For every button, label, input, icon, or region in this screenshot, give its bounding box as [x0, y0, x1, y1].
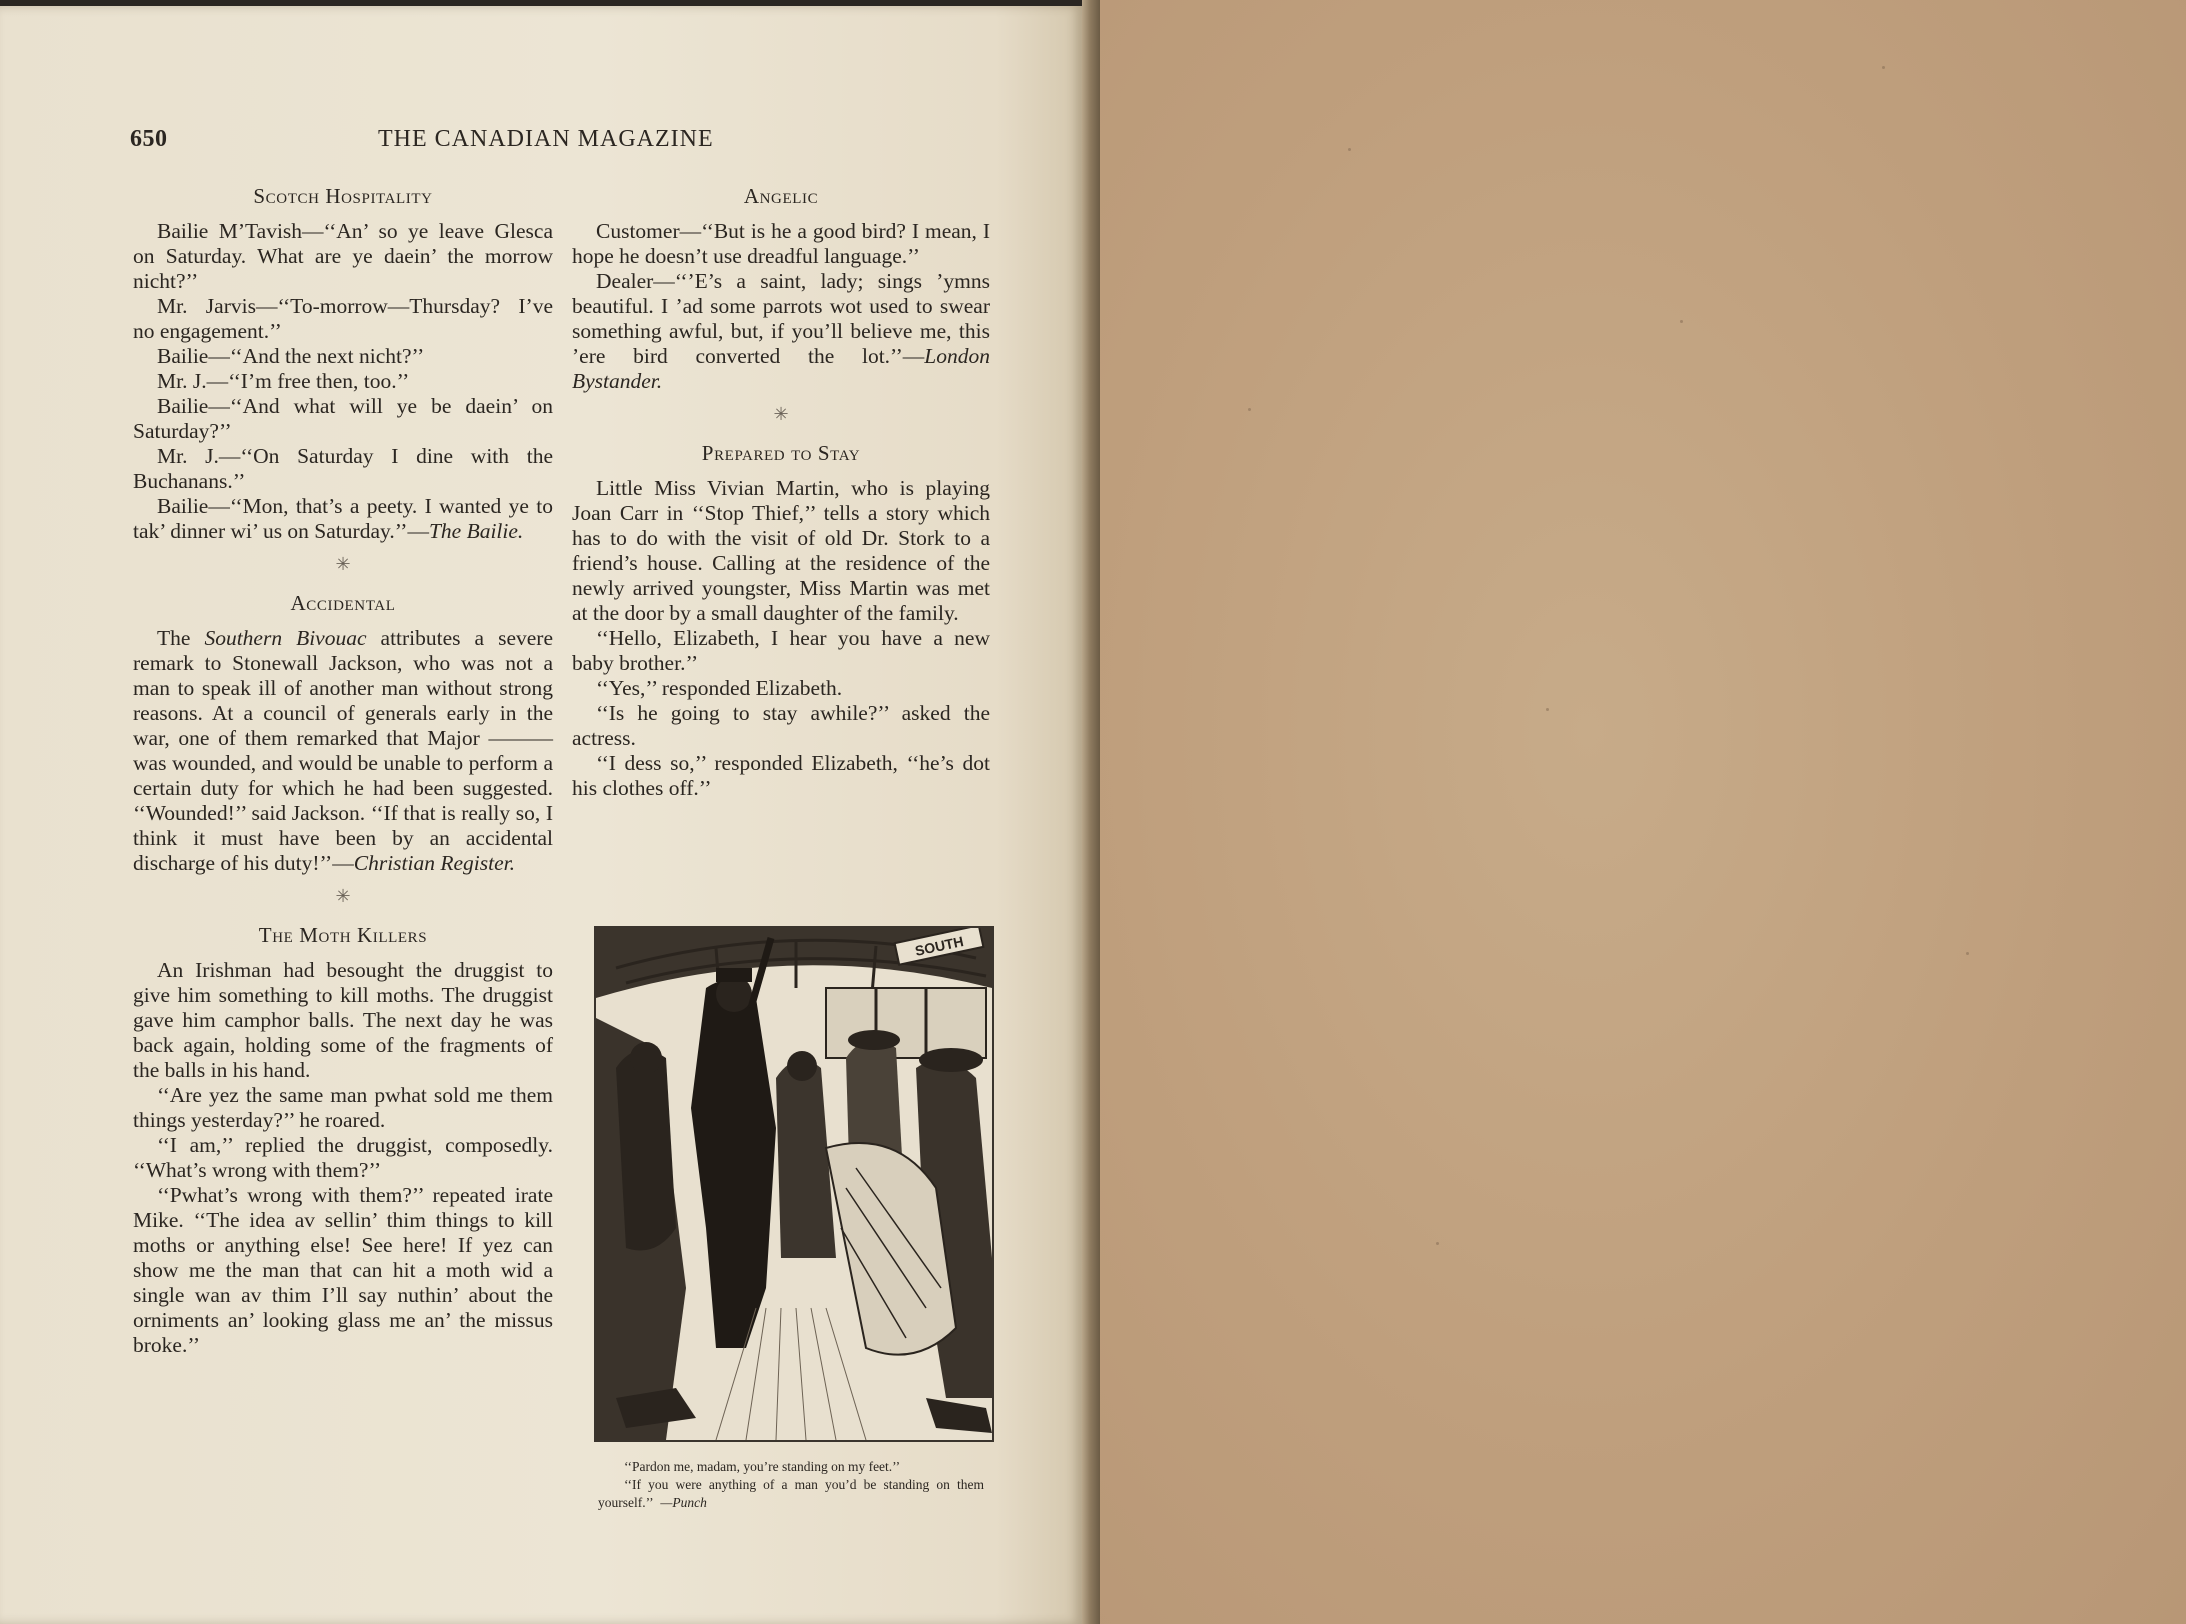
paragraph: ‘‘I dess so,’’ responded Elizabeth, ‘‘he’s dot his clothes off.’’: [572, 751, 990, 800]
paragraph: ‘‘Pwhat’s wrong with them?’’ repeated irate Mike. ‘‘The idea av sellin’ thim things to kill moths or anything else! See here! If yez can show me the man that can hit a moth wid a single wan av thim I’ll say nuthin’ about the orniments an’ looking glass me an’ the missus broke.’’: [133, 1183, 553, 1357]
article-title: Prepared to Stay: [701, 441, 861, 465]
paper-speck: [1248, 408, 1251, 411]
paragraph: ‘‘Are yez the same man pwhat sold me them things yesterday?’’ he roared.: [133, 1083, 553, 1132]
paragraph: [133, 626, 553, 876]
illustration-caption: [598, 1458, 984, 1512]
source-credit: The Bailie.: [428, 519, 524, 543]
paragraph: An Irishman had besought the druggist to give him something to kill moths. The druggist gave him camphor balls. The next day he was back again, holding some of the fragments of the balls in his hand.: [133, 958, 553, 1082]
paper-speck: [1546, 708, 1549, 711]
paragraph: [133, 494, 553, 544]
caption-text: ‘‘If you were anything of a man you’d be standing on them yourself.’’: [598, 1477, 984, 1510]
paragraph-text: attributes a severe remark to Stonewall Jackson, who was not a man to speak ill of another man without strong reasons. At a council of generals early in the war, one of them remarked that Major ——— was wounded, and would be unable to perform a certain duty for which he had been suggested. ‘‘Wounded!’’ said Jackson. ‘‘If that is really so, I think it must have been by an accidental discharge of his duty!’’—: [133, 626, 554, 875]
paragraph: Customer—‘‘But is he a good bird? I mean, I hope he doesn’t use dreadful language.’’: [572, 219, 990, 268]
paragraph: Mr. Jarvis—‘‘To-morrow—Thursday? I’ve no engagement.’’: [133, 294, 553, 343]
article-title: Scotch Hospitality: [253, 184, 433, 208]
ornament-asterisk: ✳: [773, 404, 789, 424]
article-title: Angelic: [743, 184, 819, 208]
book-gutter: [1082, 0, 1100, 1624]
paragraph: Mr. J.—‘‘I’m free then, too.’’: [157, 369, 410, 393]
streetcar-sign: SOUTH: [913, 933, 965, 959]
paragraph: ‘‘Hello, Elizabeth, I hear you have a new baby brother.’’: [572, 626, 990, 675]
paragraph: ‘‘Is he going to stay awhile?’’ asked the actress.: [572, 701, 990, 750]
right-page-blank: [1100, 0, 2186, 1624]
paragraph-text: Bailie—‘‘Mon, that’s a peety. I wanted ye to tak’ dinner wi’ us on Saturday.’’—: [133, 494, 553, 543]
paragraph-text: Dealer—‘‘’E’s a saint, lady; sings ’ymns beautiful. I ’ad some parrots wot used to swear something awful, but, if you’ll believe me, this ’ere bird converted the lot.’’—: [572, 269, 990, 368]
article-title: Accidental: [290, 591, 396, 615]
paper-speck: [1966, 952, 1969, 955]
paragraph: Little Miss Vivian Martin, who is playing Joan Carr in ‘‘Stop Thief,’’ tells a story which has to do with the visit of old Dr. Stork to a friend’s house. Calling at the residence of the newly arrived youngster, Miss Martin was met at the door by a small daughter of the family.: [572, 476, 990, 625]
paper-speck: [1882, 66, 1885, 69]
paper-speck: [1680, 320, 1683, 323]
streetcar-illustration: [594, 926, 994, 1442]
caption-credit: —Punch: [660, 1495, 707, 1510]
page-number: 650: [130, 126, 168, 152]
paper-speck: [1348, 148, 1351, 151]
running-head: [130, 126, 742, 156]
caption-line: [598, 1476, 984, 1512]
paragraph-text: The: [157, 626, 205, 650]
paragraph: ‘‘Yes,’’ responded Elizabeth.: [596, 676, 843, 700]
paragraph: Mr. J.—‘‘On Saturday I dine with the Buchanans.’’: [133, 444, 553, 493]
source-credit: London Bystander.: [572, 344, 990, 393]
caption-line: ‘‘Pardon me, madam, you’re standing on my feet.’’: [624, 1459, 901, 1474]
right-column: [572, 184, 990, 801]
publication-name: Southern Bivouac: [204, 626, 367, 650]
streetcar-drawing: [596, 928, 992, 1440]
left-column: [133, 184, 553, 1358]
source-credit: Christian Register.: [353, 851, 515, 875]
paper-speck: [1436, 1242, 1439, 1245]
paragraph: Bailie—‘‘And what will ye be daein’ on Saturday?’’: [133, 394, 553, 443]
paragraph: Bailie—‘‘And the next nicht?’’: [157, 344, 425, 368]
ornament-asterisk: ✳: [335, 886, 351, 906]
paragraph: [572, 269, 990, 394]
ornament-asterisk: ✳: [335, 554, 351, 574]
magazine-title: THE CANADIAN MAGAZINE: [378, 126, 714, 152]
paragraph: ‘‘I am,’’ replied the druggist, composedly. ‘‘What’s wrong with them?’’: [133, 1133, 553, 1182]
article-title: The Moth Killers: [258, 923, 428, 947]
paragraph: Bailie M’Tavish—‘‘An’ so ye leave Glesca on Saturday. What are ye daein’ the morrow nicht?’’: [133, 219, 553, 293]
